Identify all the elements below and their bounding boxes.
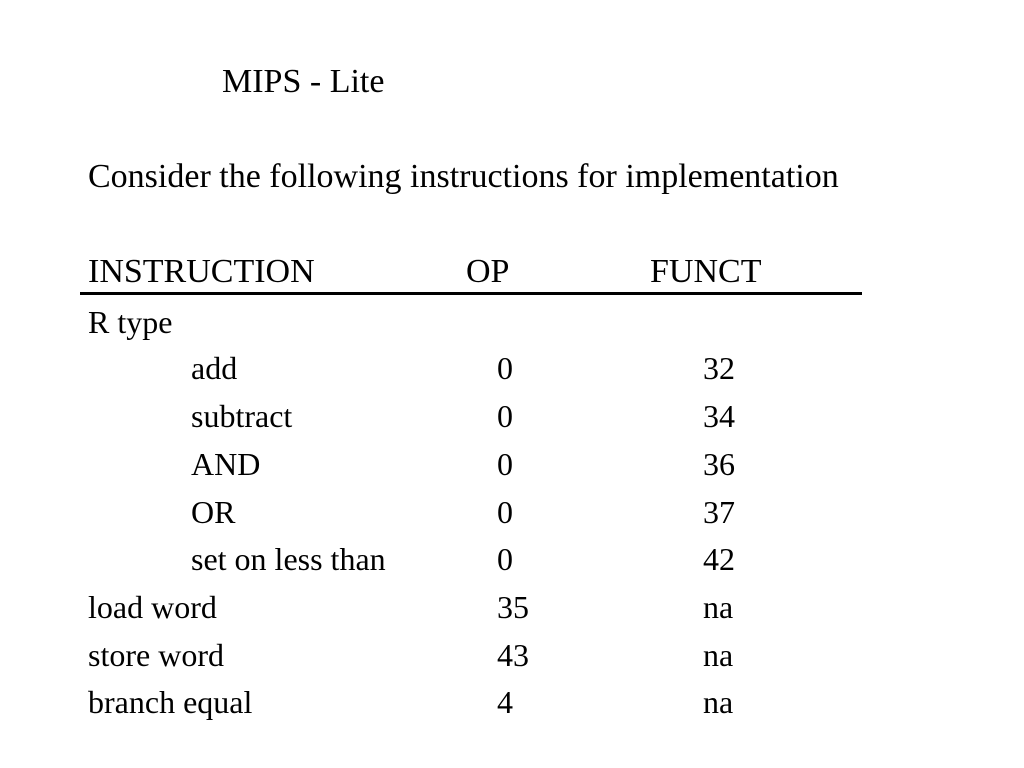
op-value: 35 bbox=[497, 589, 529, 625]
op-value: 0 bbox=[497, 541, 513, 577]
table-row bbox=[0, 682, 1024, 722]
intro-text: Consider the following instructions for implementation bbox=[88, 158, 839, 195]
header-instruction: INSTRUCTION bbox=[88, 253, 315, 290]
funct-value: na bbox=[703, 684, 734, 720]
table-header bbox=[0, 252, 1024, 292]
table-row bbox=[0, 492, 1024, 532]
header-op: OP bbox=[466, 253, 510, 290]
funct-value: 37 bbox=[703, 494, 735, 530]
instruction-name: branch equal bbox=[88, 684, 253, 720]
header-divider bbox=[80, 292, 862, 295]
op-value: 0 bbox=[497, 446, 513, 482]
instruction-name: OR bbox=[191, 494, 236, 530]
instruction-name: store word bbox=[88, 637, 224, 673]
instruction-name: load word bbox=[88, 589, 217, 625]
funct-value: 32 bbox=[703, 350, 735, 386]
header-funct: FUNCT bbox=[650, 253, 762, 290]
instruction-name: subtract bbox=[191, 398, 293, 434]
op-value: 43 bbox=[497, 637, 529, 673]
table-row bbox=[0, 444, 1024, 484]
table-row bbox=[0, 348, 1024, 388]
funct-value: na bbox=[703, 589, 734, 625]
funct-value: 34 bbox=[703, 398, 735, 434]
table-row bbox=[0, 396, 1024, 436]
instruction-name: AND bbox=[191, 446, 261, 482]
table-row bbox=[0, 587, 1024, 627]
table-row bbox=[0, 635, 1024, 675]
instruction-name: R type bbox=[88, 304, 173, 340]
slide-title: MIPS - Lite bbox=[222, 63, 385, 100]
table-row bbox=[0, 539, 1024, 579]
op-value: 0 bbox=[497, 350, 513, 386]
funct-value: na bbox=[703, 637, 734, 673]
instruction-name: set on less than bbox=[191, 541, 386, 577]
funct-value: 36 bbox=[703, 446, 735, 482]
table-row bbox=[0, 302, 1024, 342]
op-value: 4 bbox=[497, 684, 513, 720]
op-value: 0 bbox=[497, 398, 513, 434]
instruction-name: add bbox=[191, 350, 238, 386]
funct-value: 42 bbox=[703, 541, 735, 577]
op-value: 0 bbox=[497, 494, 513, 530]
